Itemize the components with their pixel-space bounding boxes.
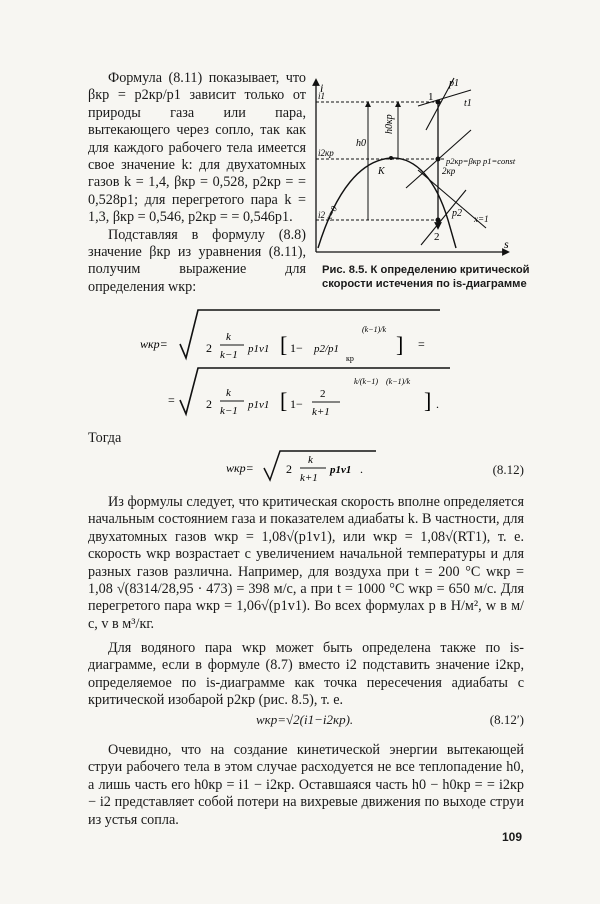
paragraph-critical-velocity <box>88 494 524 633</box>
i1-label: i1 <box>318 91 326 101</box>
i2kr-label: i2кр <box>318 148 334 158</box>
bracket-close-2: ] <box>424 388 432 413</box>
point-2-marker <box>436 218 441 223</box>
formula-8-12-prime: wкр=√2(i1−i2кр). <box>256 712 354 727</box>
exp-2a: k/(k−1) <box>354 377 379 386</box>
paragraph-steam-text: Для водяного пара wкр может быть определена также по is-диаграмме, если в формуле (8.7) вместо i2 подставить значение i2кр, определяемое по is-диаграмме как точка пересечения адиабаты с критической изобарой p2кр (рис. 8.5), т. е. <box>88 640 524 709</box>
p1v1-8-12: p1v1 <box>330 464 352 476</box>
two-3: 2 <box>320 388 326 400</box>
K-label: K <box>378 166 385 177</box>
paragraph-formula-8-11: Формула (8.11) показывает, что βкр = p2кр/p1 зависит только от природы газа или пара, вытекающего через сопло, так как для каждого рабочего тела имеется свое значение k: для двухатомных газов k = 1,4, βкр = 0,528, p2кр = = 0,528p1; для перегретого пара k = 1,3, βкр = 0,546, p2кр = = 0,546p1. <box>88 70 306 226</box>
one-minus-2: 1− <box>290 397 303 411</box>
dot-2: . <box>436 397 439 411</box>
dot-8-12: . <box>360 462 363 476</box>
p2kr-eq-label: p2кр=βкр p1=const <box>446 156 516 166</box>
point-2kr-marker <box>436 157 441 162</box>
left-column-text <box>88 70 306 296</box>
p2-over-p1: p2/p1 <box>314 343 340 355</box>
wkr-lhs: wкр= <box>140 337 168 351</box>
p1v1-2: p1v1 <box>248 399 270 411</box>
eq-sign-1: = <box>418 337 425 351</box>
point-1-marker <box>436 100 441 105</box>
k-plus-1-den: k+1 <box>312 406 330 418</box>
point-2kr-label: 2кр <box>442 166 456 176</box>
point-2-label: 2 <box>434 231 440 243</box>
page-number: 109 <box>502 830 523 844</box>
two-8-12: 2 <box>286 462 292 476</box>
two-1: 2 <box>206 341 212 355</box>
k-den-1: k−1 <box>220 349 238 361</box>
bracket-close-1: ] <box>396 332 404 357</box>
togda-line: Тогда <box>88 430 122 446</box>
eq-sign-2: = <box>168 393 175 407</box>
formula-wkr-general <box>140 306 460 426</box>
formula-wkr-svg <box>140 306 460 422</box>
point-K-marker <box>389 156 393 160</box>
bracket-open-2: [ <box>280 388 288 413</box>
paragraph-steam <box>88 640 524 710</box>
h0kr-label: h0кр <box>384 114 395 134</box>
i-axis-label: i <box>320 81 324 95</box>
figure-caption: Рис. 8.5. К определению критической скорости истечения по is-диаграмме <box>322 264 530 290</box>
p2-label: p2 <box>452 208 462 219</box>
paragraph-losses <box>88 742 524 829</box>
paragraph-losses-text: Очевидно, что на создание кинетической энергии вытекающей струи рабочего тела в этом случае расходуется не все теплопадение h0, а лишь часть его h0кр = i1 − i2кр. Оставшаяся часть h0 − h0кр = = i2кр − i2 представляет собой потери на вихревые движения по выходе струи из устья сопла. <box>88 742 524 828</box>
x0-label: x=0 <box>323 204 340 222</box>
k-num-1: k <box>226 331 231 343</box>
i2-label: i2 <box>318 210 326 220</box>
exp-2b: (k−1)/k <box>386 377 411 386</box>
bracket-open-1: [ <box>280 332 288 357</box>
eq-number-8-12: (8.12) <box>492 462 524 477</box>
k-num-8-12: k <box>308 454 313 466</box>
p1-label: p1 <box>449 78 459 89</box>
eq-number-8-12-prime: (8.12′) <box>489 712 524 727</box>
p1v1-1: p1v1 <box>248 343 270 355</box>
one-minus-1: 1− <box>290 341 303 355</box>
two-2: 2 <box>206 397 212 411</box>
x1-label: x=1 <box>474 214 489 224</box>
s-axis-label: s <box>504 237 509 251</box>
point-1-label: 1 <box>428 91 434 103</box>
k-num-2: k <box>226 387 231 399</box>
k-den-2: k−1 <box>220 405 238 417</box>
t1-label: t1 <box>464 98 472 109</box>
exp-1: (k−1)/k <box>362 325 387 334</box>
wkr-lhs-8-12: wкр= <box>226 461 254 475</box>
formula-8-12 <box>226 448 386 490</box>
formula-8-12-svg <box>226 448 386 486</box>
h0-label: h0 <box>356 138 366 149</box>
k-plus-1-8-12: k+1 <box>300 472 318 484</box>
kr-sub: кр <box>346 354 354 363</box>
paragraph-substitute: Подставляя в формулу (8.8) значение βкр из уравнения (8.11), получим выражение для определения wкр: <box>88 226 306 295</box>
paragraph-critical-velocity-text: Из формулы следует, что критическая скорость вполне определяется начальным состоянием газа и показателем адиабаты k. В частности, для двухатомных газов wкр = 1,08√(p1v1), или wкр = 1,08√(RT1), т. е. скорость wкр возрастает с увеличением начальной температуры и для разных газов различна. Например, для воздуха при t = 200 °C wкр = 1,08 √(8314/28,95 · 473) = 398 м/с, а при t = 1000 °C wкр = 650 м/с. Для перегретого пара wкр = 1,06√(p1v1). Во всех формулах p в Н/м², w в м/с, v в м³/кг. <box>88 494 524 632</box>
